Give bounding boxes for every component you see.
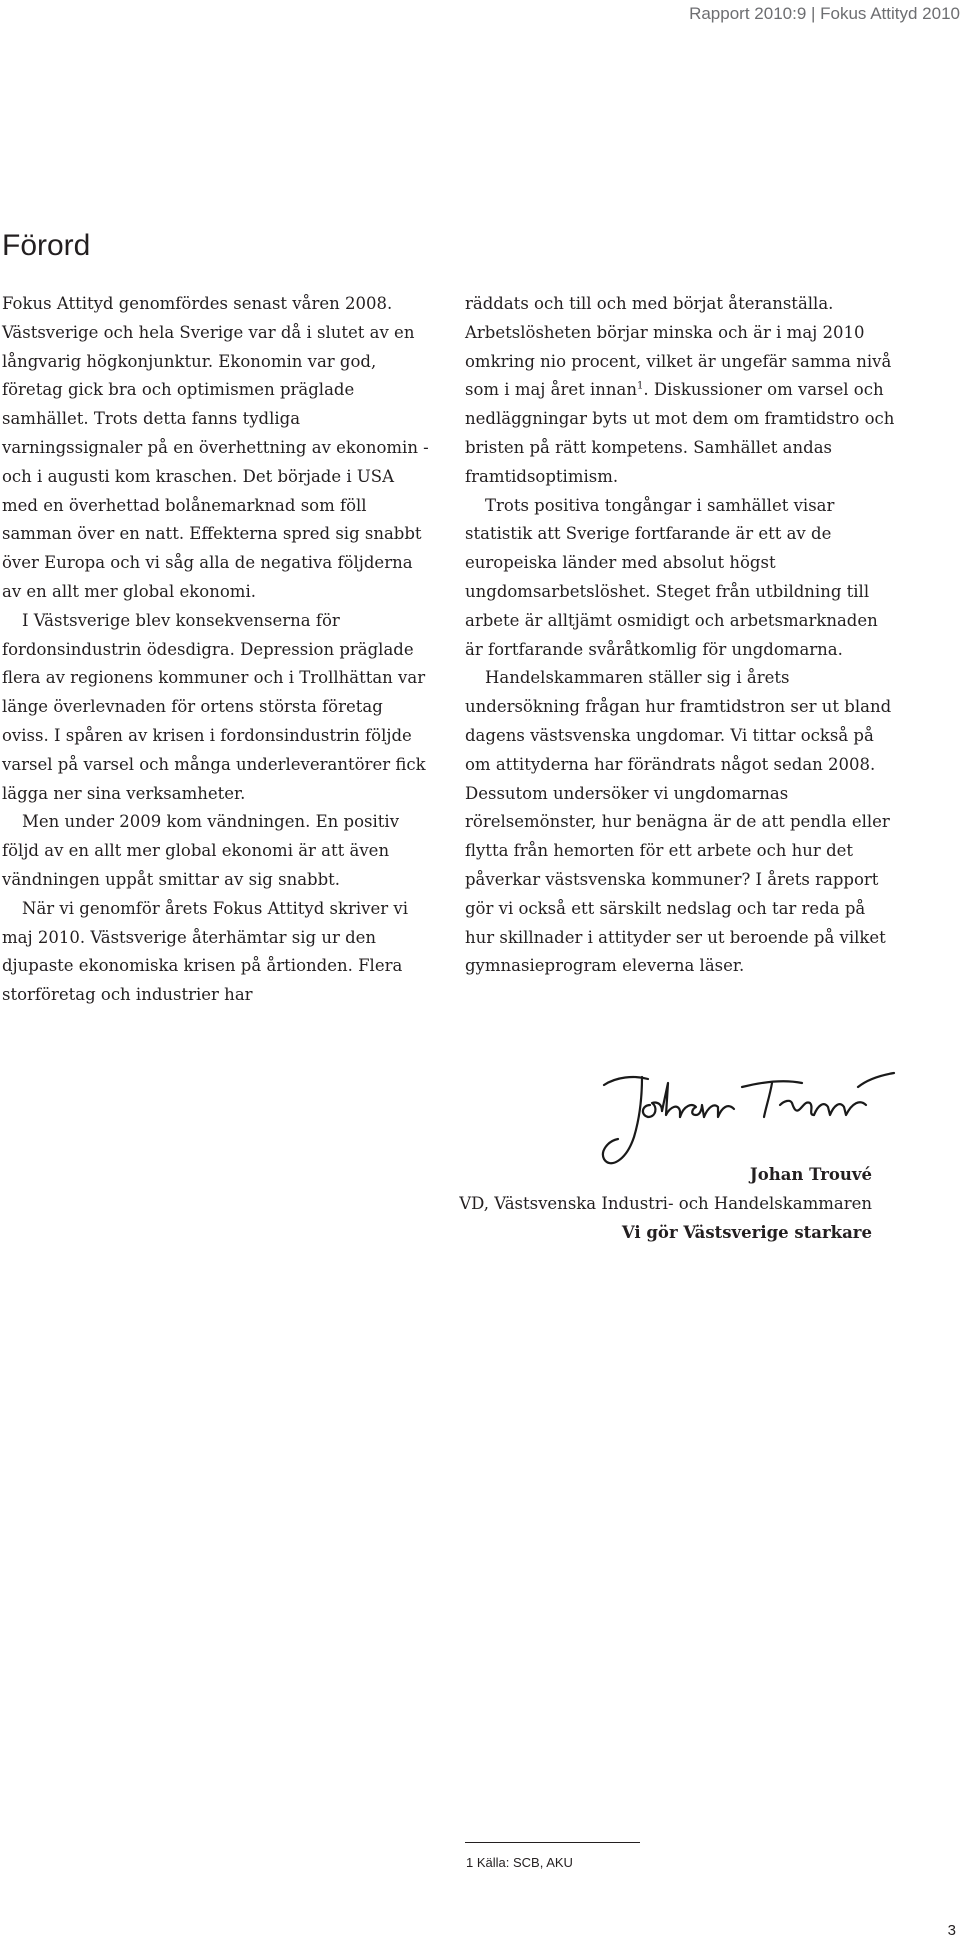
signer-name: Johan Trouvé xyxy=(749,1165,872,1184)
right-paragraph-2: Trots positiva tongångar i samhället visar statistik att Sverige fortfarande är ett av de europeiska länder med absolut högst ungdomsarbetslöshet. Steget från utbildning till arbete är alltjämt osmidigt och arbetsmarknaden är fortfarande svåråtkomlig för ungdomarna. xyxy=(465,495,878,659)
footnote-marker: 1 xyxy=(637,380,644,392)
signature-block xyxy=(272,1160,872,1247)
right-paragraph-1-text-a: räddats och till och med börjat återanställa. Arbetslösheten börjar minska och är i maj 2010 omkring nio procent, vilket är ungefär samma nivå som i maj året innan xyxy=(465,294,892,400)
right-paragraph-1-text-b: . Diskussioner om varsel och nedläggningar byts ut mot dem om framtidstro och bristen på rätt kompetens. Samhället andas framtidsoptimism. xyxy=(465,380,895,486)
footnote-divider xyxy=(465,1842,640,1843)
left-column xyxy=(2,290,432,1010)
left-paragraph-4: När vi genomför årets Fokus Attityd skriver vi maj 2010. Västsverige återhämtar sig ur den djupaste ekonomiska krisen på årtionden. Flera storföretag och industrier har xyxy=(2,898,408,1005)
right-paragraph-1 xyxy=(465,290,895,492)
right-paragraph-3: Handelskammaren ställer sig i årets undersökning frågan hur framtidstron ser ut bland dagens västsvenska ungdomar. Vi tittar också på om attityderna har förändrats något sedan 2008. Dessutom undersöker vi ungdomarnas rörelsemönster, hur benägna är de att pendla eller flytta från hemorten för ett arbete och hur det påverkar västsvenska kommuner? I årets rapport gör vi också ett särskilt nedslag och tar reda på hur skillnader i attityder ser ut beroende på vilket gymnasieprogram eleverna läser. xyxy=(465,668,892,976)
running-header: Rapport 2010:9 | Fokus Attityd 2010 xyxy=(689,4,960,23)
left-paragraph-2: I Västsverige blev konsekvenserna för fordonsindustrin ödesdigra. Depression präglade flera av regionens kommuner och i Trollhättan var länge överlevnaden för ortens största företag oviss. I spåren av krisen i fordonsindustrin följde varsel på varsel och många underleverantörer fick lägga ner sina verksamheter. xyxy=(2,610,426,803)
left-paragraph-3: Men under 2009 kom vändningen. En positiv följd av en allt mer global ekonomi är att även vändningen uppåt smittar av sig snabbt. xyxy=(2,812,400,889)
signer-role: VD, Västsvenska Industri- och Handelskammaren xyxy=(459,1194,872,1213)
page-title: Förord xyxy=(2,229,91,262)
left-paragraph-1: Fokus Attityd genomfördes senast våren 2008. Västsverige och hela Sverige var då i slutet av en långvarig högkonjunktur. Ekonomin var god, företag gick bra och optimismen präglade samhället. Trots detta fanns tydliga varningssignaler på en överhettning av ekonomin - och i augusti kom kraschen. Det började i USA med en överhettad bolånemarknad som föll samman över en natt. Effekterna spred sig snabbt över Europa och vi såg alla de negativa följderna av en allt mer global ekonomi. xyxy=(2,294,429,601)
page-number: 3 xyxy=(947,1922,956,1939)
right-column xyxy=(465,290,895,981)
slogan: Vi gör Västsverige starkare xyxy=(621,1223,872,1242)
footnote: 1 Källa: SCB, AKU xyxy=(466,1855,573,1870)
